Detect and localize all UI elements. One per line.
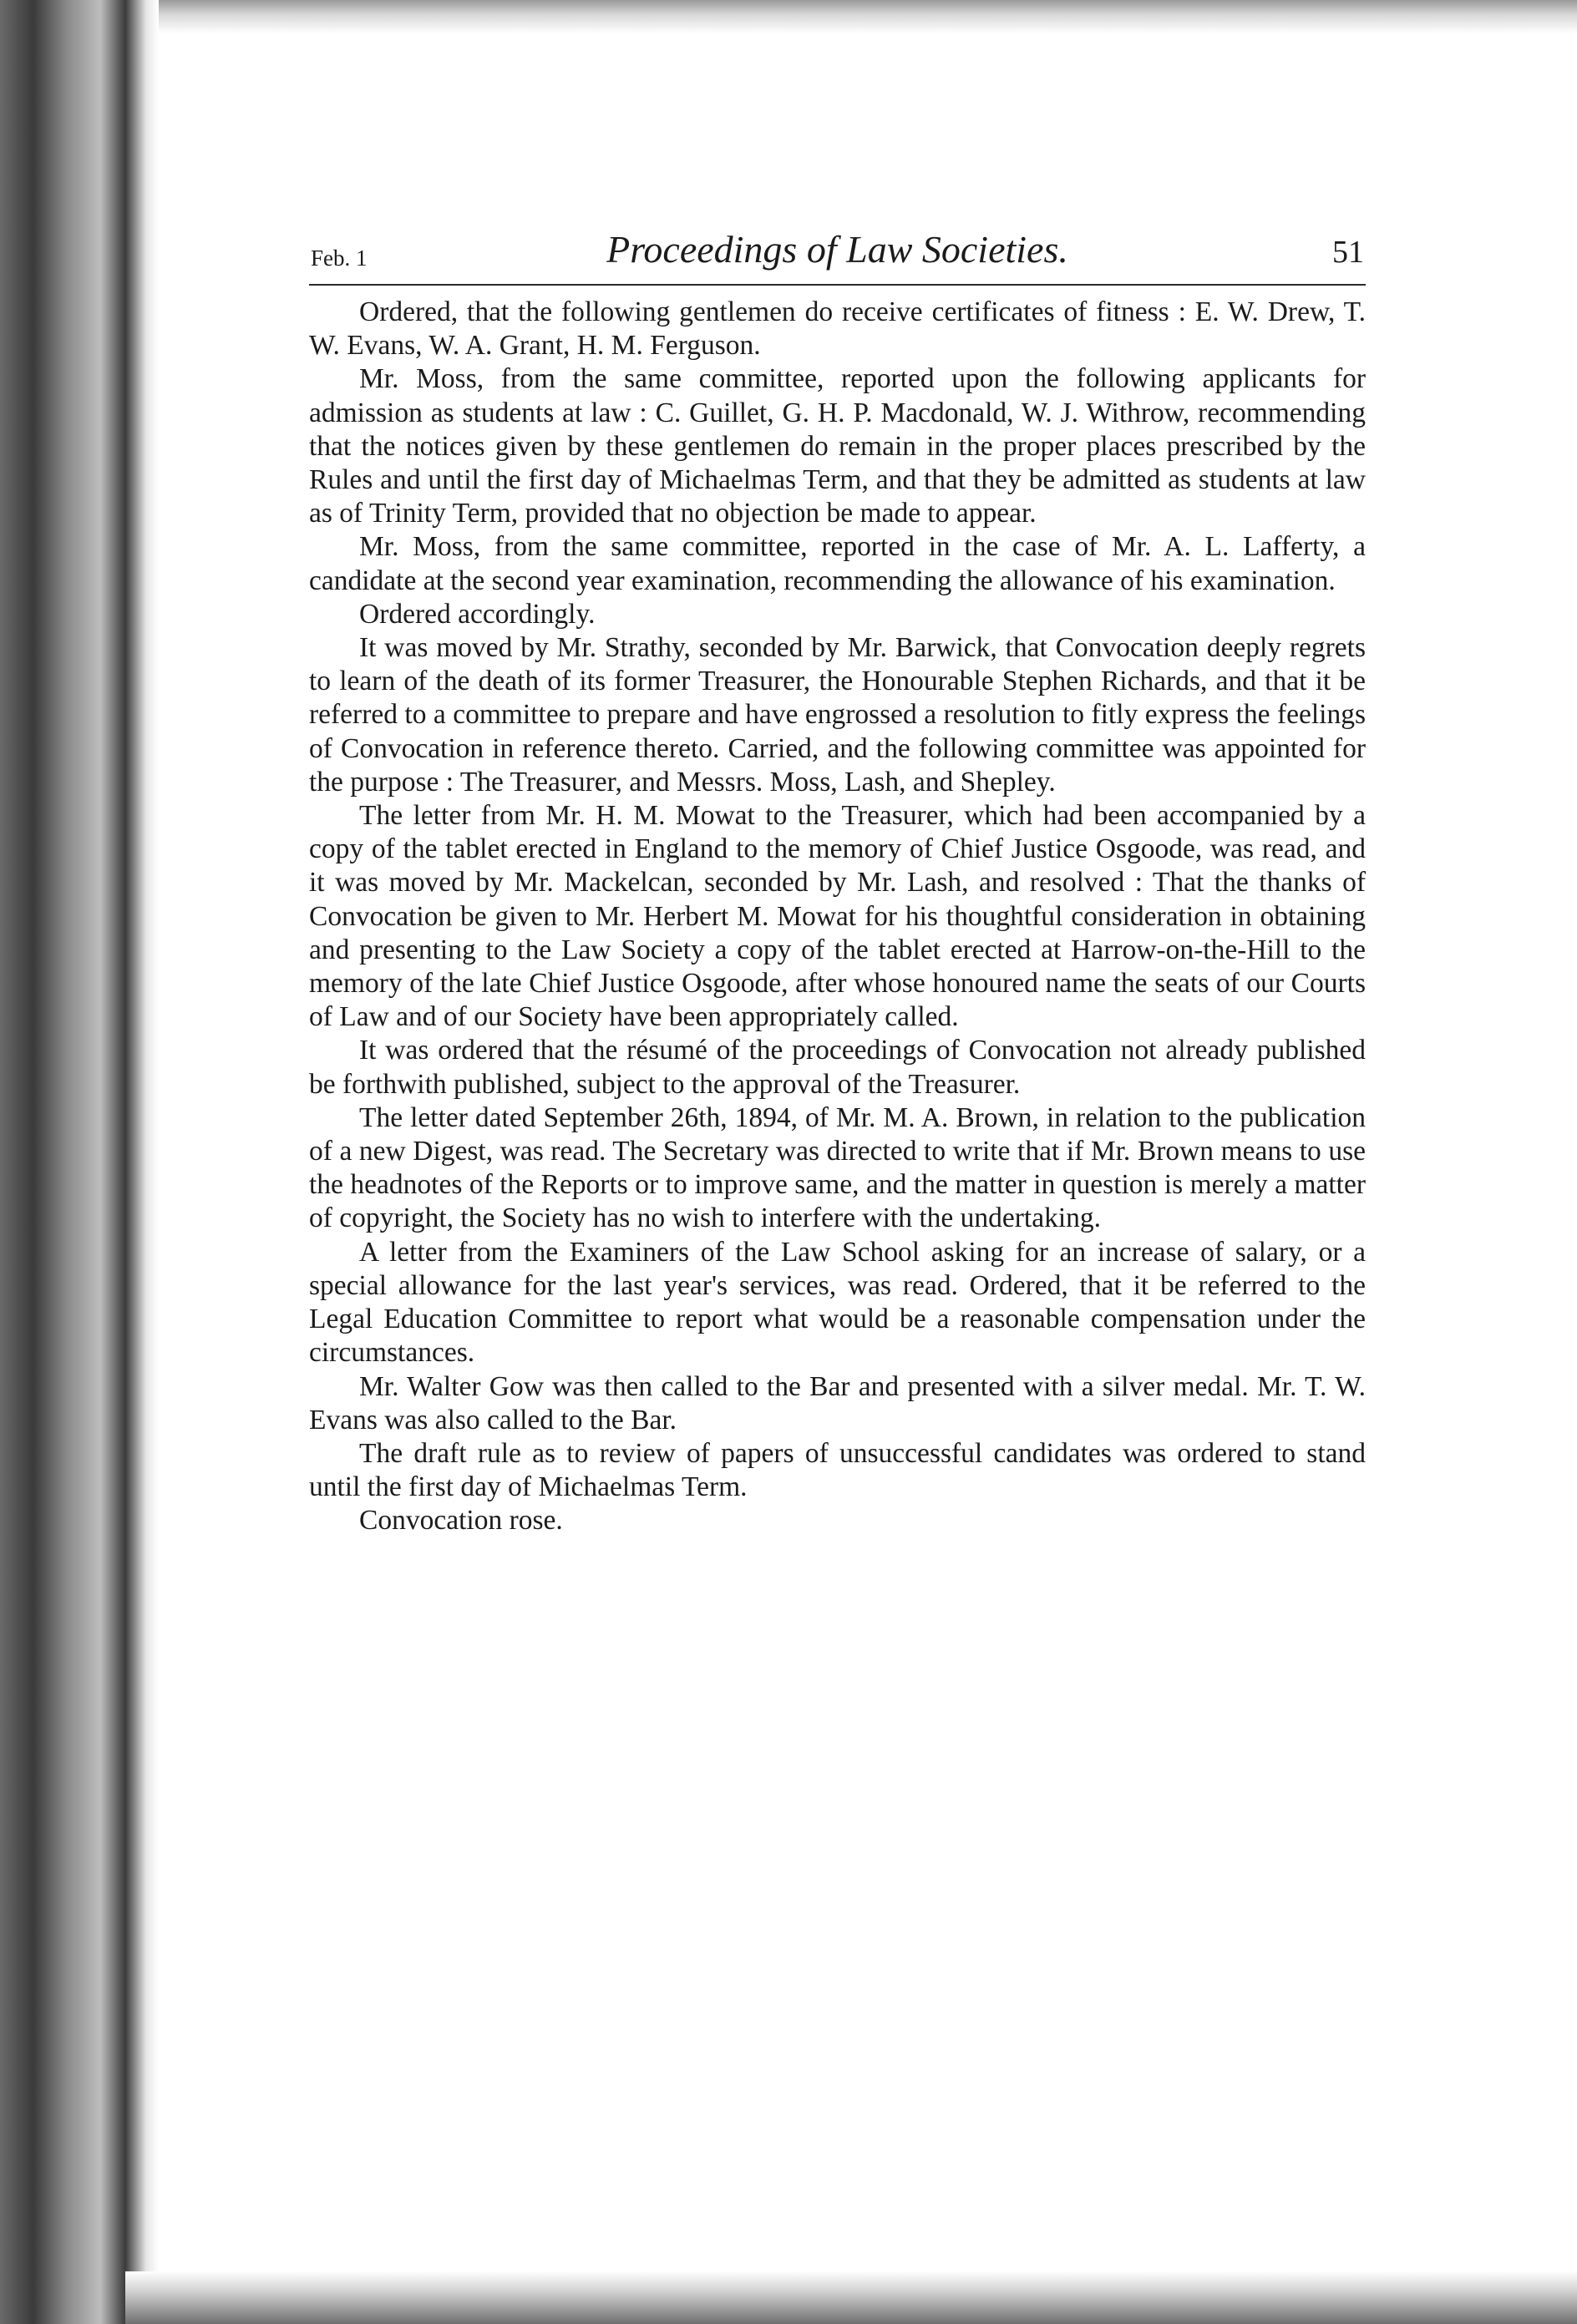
body-text — [309, 296, 1366, 1538]
paragraph-resume: It was ordered that the résumé of the proceedings of Convocation not already published be forthwith published, subject to the approval of the Treasurer. — [309, 1035, 1366, 1100]
paragraph-admission-students: Mr. Moss, from the same committee, reported upon the following applicants for admission as students at law : C. Guillet, G. H. P. Macdonald, W. J. Withrow, recommending that the notices given by these gentlemen do remain in the proper places prescribed by the Rules and until the first day of Michaelmas Term, and that they be admitted as students at law as of Trinity Term, provided that no objection be made to appear. — [309, 363, 1366, 529]
paragraph-examiners-salary: A letter from the Examiners of the Law School asking for an increase of salary, or a special allowance for the last year's services, was read. Ordered, that it be referred to the Legal Education Committee to report what would be a reasonable compensation under the circumstances. — [309, 1236, 1366, 1369]
running-header — [309, 225, 1366, 286]
paragraph-certificates: Ordered, that the following gentlemen do receive certificates of fitness : E. W. Drew, T. W. Evans, W. A. Grant, H. M. Ferguson. — [309, 296, 1366, 362]
paragraph-called-to-bar: Mr. Walter Gow was then called to the Bar and presented with a silver medal. Mr. T. W. Evans was also called to the Bar. — [309, 1370, 1366, 1435]
paragraph-ordered: Ordered accordingly. — [359, 598, 596, 630]
paragraph-draft-rule: The draft rule as to review of papers of unsuccessful candidates was ordered to stand until the first day of Michaelmas Term. — [309, 1437, 1366, 1503]
scan-edge-bottom — [125, 2271, 1577, 2324]
paragraph-lafferty: Mr. Moss, from the same committee, reported in the case of Mr. A. L. Lafferty, a candidate at the second year examination, recommending the allowance of his examination. — [309, 531, 1366, 596]
header-title: Proceedings of Law Societies. — [606, 228, 1068, 271]
header-date: Feb. 1 — [311, 246, 368, 271]
paragraph-richards-resolution: It was moved by Mr. Strathy, seconded by Mr. Barwick, that Convocation deeply regrets to learn of the death of its former Treasurer, the Honourable Stephen Richards, and that it be referred to a committee to prepare and have engrossed a resolution to fitly express the feelings of Convocation in reference thereto. Carried, and the following committee was appointed for the purpose : The Treasurer, and Messrs. Moss, Lash, and Shepley. — [309, 632, 1366, 797]
paragraph-brown-digest: The letter dated September 26th, 1894, of Mr. M. A. Brown, in relation to the publication of a new Digest, was read. The Secretary was directed to write that if Mr. Brown means to use the headnotes of the Reports or to improve same, and the matter in question is merely a matter of copyright, the Society has no wish to interfere with the undertaking. — [309, 1101, 1366, 1234]
scan-edge-top — [159, 0, 1577, 33]
page — [309, 225, 1366, 1538]
paragraph-convocation-rose: Convocation rose. — [359, 1505, 563, 1537]
page-number: 51 — [1332, 235, 1364, 270]
scan-edge-left — [0, 0, 159, 2324]
paragraph-mowat-letter: The letter from Mr. H. M. Mowat to the Treasurer, which had been accompanied by a copy of the tablet erected in England to the memory of Chief Justice Osgoode, was read, and it was moved by Mr. Mackelcan, seconded by Mr. Lash, and resolved : That the thanks of Convocation be given to Mr. Herbert M. Mowat for his thoughtful consideration in obtaining and presenting to the Law Society a copy of the tablet erected at Harrow-on-the-Hill to the memory of the late Chief Justice Osgoode, after whose honoured name the seats of our Courts of Law and of our Society have been appropriately called. — [309, 800, 1366, 1033]
